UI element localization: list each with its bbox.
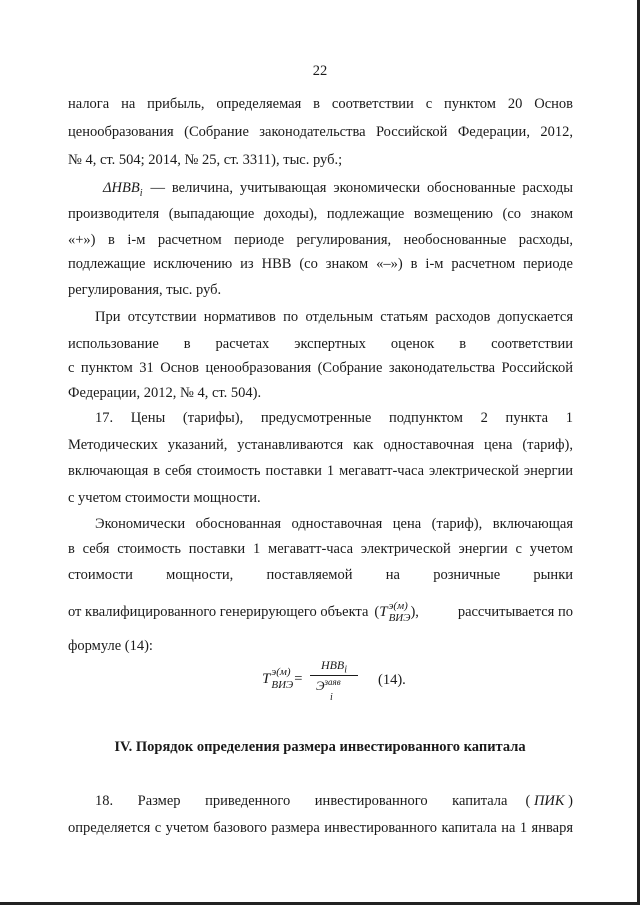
text-line: Методических указаний, устанавливаются как одноставочная цена (тариф), — [68, 437, 573, 453]
formula-lhs-sub: ВИЭ — [271, 679, 294, 691]
text-fragment: от квалифицированного генерирующего объекта — [68, 603, 369, 620]
text-line: подлежащие исключению из НВВ (со знаком «–») в i-м расчетном периоде — [68, 256, 573, 272]
text-line: При отсутствии нормативов по отдельным статьям расходов допускается — [95, 309, 573, 325]
text-line: включающая в себя стоимость поставки 1 мегаватт-часа электрической энергии — [68, 463, 573, 479]
text-line: «+») в i-м расчетном периоде регулирования, необоснованные расходы, — [68, 232, 573, 248]
formula-equals: = — [294, 670, 303, 687]
tariff-symbol-inline: ( T э(м) ВИЭ ), — [374, 600, 419, 624]
text-line: формуле (14): — [68, 638, 153, 654]
symbol-sup: э(м) — [388, 600, 408, 612]
formula-denominator: $Э^{заяв}$ i — [316, 677, 341, 704]
text-line-with-symbol — [95, 793, 573, 810]
pik-symbol: ( ПИК ) — [525, 793, 573, 809]
symbol-base: T — [379, 603, 388, 620]
text-line: использование в расчетах экспертных оценок в соответствии — [68, 336, 573, 352]
delta-nvv-symbol: $\Delta НВВ_i$ — [103, 180, 143, 199]
text-line: стоимости мощности, поставляемой на розничные рынки — [68, 567, 573, 583]
text-line: с учетом стоимости мощности. — [68, 490, 261, 506]
text-line: регулирования, тыс. руб. — [68, 282, 222, 298]
text-line: производителя (выпадающие доходы), подлежащие возмещению (со знаком — [68, 206, 573, 222]
formula-lhs-base: T — [262, 670, 271, 687]
definition-line — [103, 180, 573, 199]
text-line: Экономически обоснованная одноставочная цена (тариф), включающая — [95, 516, 573, 532]
text-fragment: 18. Размер приведенного инвестированного капитала — [95, 793, 508, 809]
formula-lhs — [262, 666, 303, 692]
formula-numerator: $НВВ_i$ — [310, 658, 358, 676]
text-line: ценообразования (Собрание законодательства Российской Федерации, 2012, — [68, 124, 573, 140]
definition-text: — величина, учитывающая экономически обоснованные расходы — [150, 180, 573, 196]
formula-14 — [262, 658, 462, 706]
text-line: с пунктом 31 Основ ценообразования (Собрание законодательства Российской — [68, 360, 573, 376]
section-heading: IV. Порядок определения размера инвестированного капитала — [114, 739, 526, 755]
formula-fraction — [310, 658, 358, 704]
text-line-with-symbol — [68, 600, 573, 624]
text-fragment: рассчитывается по — [457, 603, 573, 620]
text-line: 17. Цены (тарифы), предусмотренные подпунктом 2 пункта 1 — [95, 410, 573, 426]
symbol-sub: ВИЭ — [388, 612, 411, 624]
text-line: определяется с учетом базового размера инвестированного капитала на 1 января — [68, 820, 573, 836]
text-line: в себя стоимость поставки 1 мегаватт-часа электрической энергии с учетом — [68, 541, 573, 557]
text-line: № 4, ст. 504; 2014, № 25, ст. 3311), тыс. руб.; — [68, 152, 343, 168]
text-line: Федерации, 2012, № 4, ст. 504). — [68, 385, 262, 401]
formula-lhs-sup: э(м) — [271, 666, 291, 678]
formula-number: (14). — [378, 672, 406, 688]
page-number: 22 — [312, 63, 328, 79]
text-line: налога на прибыль, определяемая в соответствии с пунктом 20 Основ — [68, 96, 573, 112]
